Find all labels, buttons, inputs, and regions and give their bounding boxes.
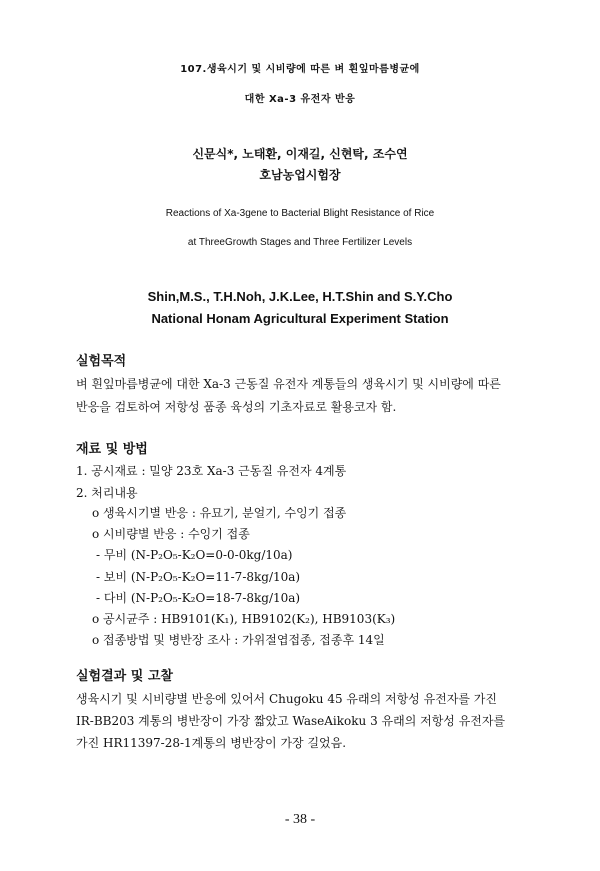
methods-line-3: o 생육시기별 반응 : 유묘기, 분얼기, 수잉기 접종 [92, 506, 347, 520]
korean-title-line-1: 107.생육시기 및 시비량에 따른 벼 흰잎마름병균에 [180, 64, 420, 75]
english-authors: Shin,M.S., T.H.Noh, J.K.Lee, H.T.Shin and S.Y.Cho [147, 289, 453, 304]
methods-line-2: 2. 처리내용 [76, 486, 138, 500]
purpose-heading: 실험목적 [76, 354, 127, 369]
korean-affiliation: 호남농업시험장 [259, 168, 341, 182]
methods-line-4: o 시비량별 반응 : 수잉기 접종 [92, 527, 250, 541]
results-line-2: IR-BB203 계통의 병반장이 가장 짧았고 WaseAikoku 3 유래의 저항성 유전자를 [76, 714, 506, 728]
results-line-1: 생육시기 및 시비량별 반응에 있어서 Chugoku 45 유래의 저항성 유전자를 가진 [76, 692, 497, 706]
methods-line-7: - 다비 (N-P₂O₅-K₂O=18-7-8kg/10a) [96, 591, 301, 605]
results-heading: 실험결과 및 고찰 [76, 669, 173, 684]
methods-line-6: - 보비 (N-P₂O₅-K₂O=11-7-8kg/10a) [96, 570, 301, 584]
purpose-line-2: 반응을 검토하여 저항성 품종 육성의 기초자료로 활용코자 함. [76, 400, 397, 414]
purpose-line-1: 벼 흰잎마름병균에 대한 Xa-3 근동질 유전자 계통들의 생육시기 및 시비량에 따른 [76, 377, 501, 391]
results-line-3: 가진 HR11397-28-1계통의 병반장이 가장 길었음. [76, 736, 347, 750]
methods-line-8: o 공시균주 : HB9101(K₁), HB9102(K₂), HB9103(K₃) [92, 612, 396, 626]
korean-authors: 신문식*, 노태환, 이재길, 신현탁, 조수연 [192, 147, 408, 161]
methods-heading: 재료 및 방법 [76, 442, 148, 457]
page-number: - 38 - [284, 812, 316, 827]
methods-line-1: 1. 공시재료 : 밀양 23호 Xa-3 근동질 유전자 4계통 [76, 464, 347, 478]
korean-title-line-2: 대한 Xa-3 유전자 반응 [244, 94, 356, 105]
english-title-line-2: at ThreeGrowth Stages and Three Fertilizer Levels [187, 237, 413, 248]
english-title-line-1: Reactions of Xa-3gene to Bacterial Blight Resistance of Rice [165, 208, 435, 219]
methods-line-5: - 무비 (N-P₂O₅-K₂O=0-0-0kg/10a) [96, 548, 293, 562]
methods-line-9: o 접종방법 및 병반장 조사 : 가위절엽접종, 접종후 14일 [92, 633, 385, 647]
english-affiliation: National Honam Agricultural Experiment Station [151, 311, 449, 326]
